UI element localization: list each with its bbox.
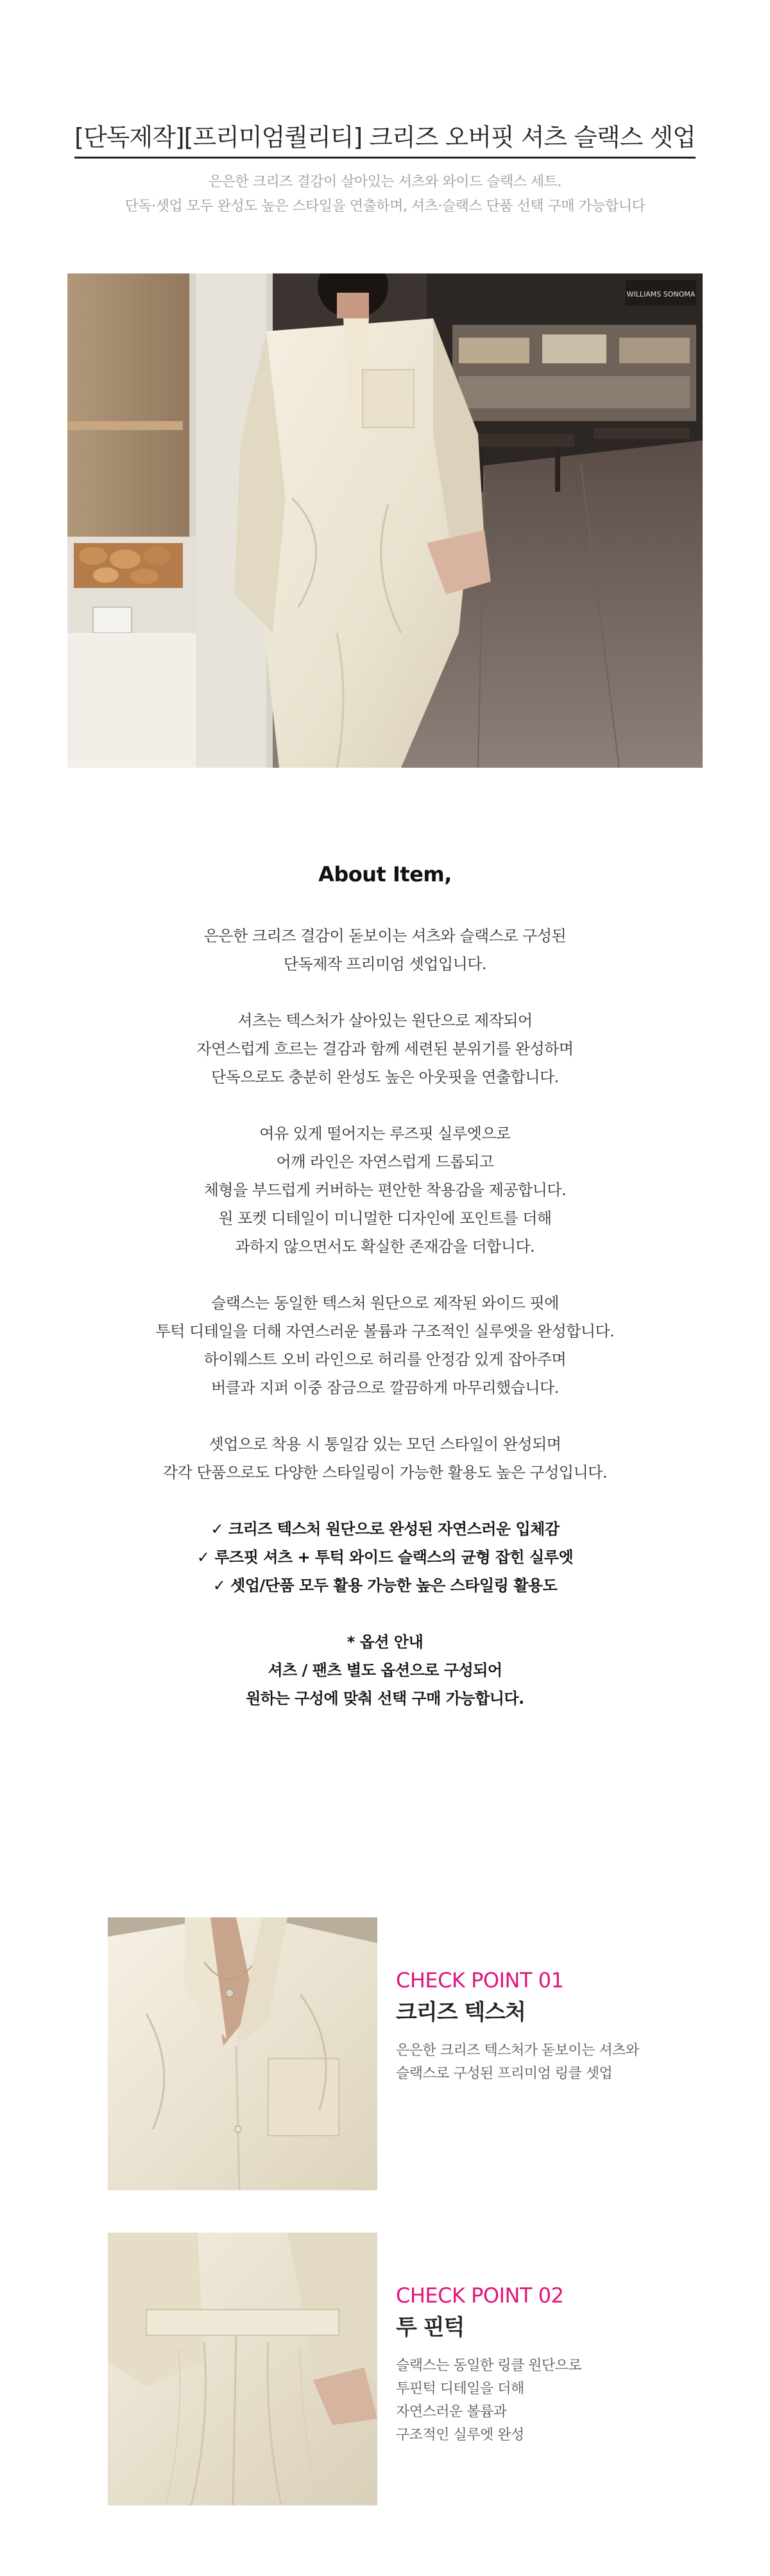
option-notice-title: * 옵션 안내 — [346, 1633, 424, 1651]
about-line: 어깨 라인은 자연스럽게 드롭되고 — [276, 1153, 494, 1171]
option-notice-line: 셔츠 / 팬츠 별도 옵션으로 구성되어 — [268, 1661, 502, 1679]
about-line: 과하지 않으면서도 확실한 존재감을 더합니다. — [235, 1238, 535, 1256]
option-notice-line: 원하는 구성에 맞춰 선택 구매 가능합니다. — [246, 1690, 524, 1707]
about-line: 투턱 디테일을 더해 자연스러운 볼륨과 구조적인 실루엣을 완성합니다. — [155, 1322, 615, 1340]
checkpoint-desc-line: 슬랙스는 동일한 링클 원단으로 — [396, 2358, 582, 2374]
checkpoint-02-photo — [108, 2233, 377, 2505]
checkpoint-02-photo-illustration — [108, 2233, 377, 2505]
about-line: 단독제작 프리미엄 셋업입니다. — [283, 955, 487, 973]
about-item-section — [0, 860, 770, 1713]
checkpoint-02-name: 투 핀턱 — [396, 2315, 465, 2340]
checkpoint-01-photo-illustration — [108, 1917, 377, 2190]
about-line: 원 포켓 디테일이 미니멀한 디자인에 포인트를 더해 — [218, 1209, 552, 1227]
about-body — [0, 922, 770, 1487]
feature-check-item: ✓ 루즈핏 셔츠 + 투턱 와이드 슬랙스의 균형 잡힌 실루엣 — [196, 1548, 574, 1566]
store-sign-text: WILLIAMS SONOMA — [626, 290, 696, 298]
title-underline — [74, 122, 696, 159]
about-line: 체형을 부드럽게 커버하는 편안한 착용감을 제공합니다. — [203, 1181, 567, 1199]
about-line: 단독으로도 충분히 완성도 높은 아웃핏을 연출합니다. — [211, 1068, 559, 1086]
hero-photo — [67, 273, 703, 768]
about-heading: About Item, — [318, 862, 452, 886]
checkpoint-desc-line: 자연스러운 볼륨과 — [396, 2404, 507, 2420]
feature-check-item: ✓ 셋업/단품 모두 활용 가능한 높은 스타일링 활용도 — [212, 1577, 558, 1595]
hero-photo-illustration — [67, 273, 703, 768]
checkpoint-02-description — [396, 2355, 755, 2447]
checkpoint-01-description — [396, 2039, 755, 2086]
about-line: 하이웨스트 오비 라인으로 허리를 안정감 있게 잡아주며 — [203, 1351, 567, 1369]
checkpoint-01-name: 크리즈 텍스처 — [396, 2000, 526, 2025]
about-paragraph-3 — [0, 1119, 770, 1261]
product-title: [단독제작][프리미엄퀄리티] 크리즈 오버핏 셔츠 슬랙스 셋업 — [74, 123, 696, 151]
about-paragraph-2 — [0, 1007, 770, 1091]
checkpoint-desc-line: 은은한 크리즈 텍스처가 돋보이는 셔츠와 — [396, 2043, 639, 2059]
subtitle-line-2: 단독·셋업 모두 완성도 높은 스타일을 연출하며, 셔츠·슬랙스 단품 선택 구매 가능합니다 — [124, 198, 646, 214]
feature-checklist — [0, 1515, 770, 1600]
subtitle-line-1: 은은한 크리즈 결감이 살아있는 셔츠와 와이드 슬랙스 세트. — [209, 174, 561, 190]
product-subtitle — [0, 170, 770, 219]
checkpoint-01-photo — [108, 1917, 377, 2190]
feature-check-item: ✓ 크리즈 텍스처 원단으로 완성된 자연스러운 입체감 — [210, 1520, 560, 1538]
checkpoint-desc-line: 구조적인 실루엣 완성 — [396, 2427, 524, 2443]
checkpoint-02-text — [396, 2283, 755, 2447]
option-notice — [0, 1628, 770, 1713]
about-line: 슬랙스는 동일한 텍스처 원단으로 제작된 와이드 핏에 — [211, 1294, 559, 1312]
product-header — [0, 122, 770, 219]
about-line: 셋업으로 착용 시 통일감 있는 모던 스타일이 완성되며 — [209, 1435, 561, 1453]
checkpoint-desc-line: 슬랙스로 구성된 프리미엄 링클 셋업 — [396, 2066, 613, 2082]
about-paragraph-4 — [0, 1289, 770, 1402]
checkpoint-01-label: CHECK POINT 01 — [396, 1968, 564, 1993]
about-line: 은은한 크리즈 결감이 돋보이는 셔츠와 슬랙스로 구성된 — [203, 927, 567, 945]
about-line: 각각 단품으로도 다양한 스타일링이 가능한 활용도 높은 구성입니다. — [162, 1464, 608, 1482]
about-line: 여유 있게 떨어지는 루즈핏 실루엣으로 — [259, 1125, 511, 1143]
checkpoint-02-label: CHECK POINT 02 — [396, 2283, 564, 2308]
about-paragraph-1 — [0, 922, 770, 978]
about-line: 자연스럽게 흐르는 결감과 함께 세련된 분위기를 완성하며 — [196, 1040, 574, 1058]
checkpoint-desc-line: 투핀턱 디테일을 더해 — [396, 2381, 524, 2397]
checkpoint-01-text — [396, 1967, 755, 2086]
about-line: 셔츠는 텍스처가 살아있는 원단으로 제작되어 — [237, 1012, 533, 1030]
about-paragraph-5 — [0, 1430, 770, 1487]
about-line: 버클과 지퍼 이중 잠금으로 깔끔하게 마무리했습니다. — [211, 1379, 559, 1397]
